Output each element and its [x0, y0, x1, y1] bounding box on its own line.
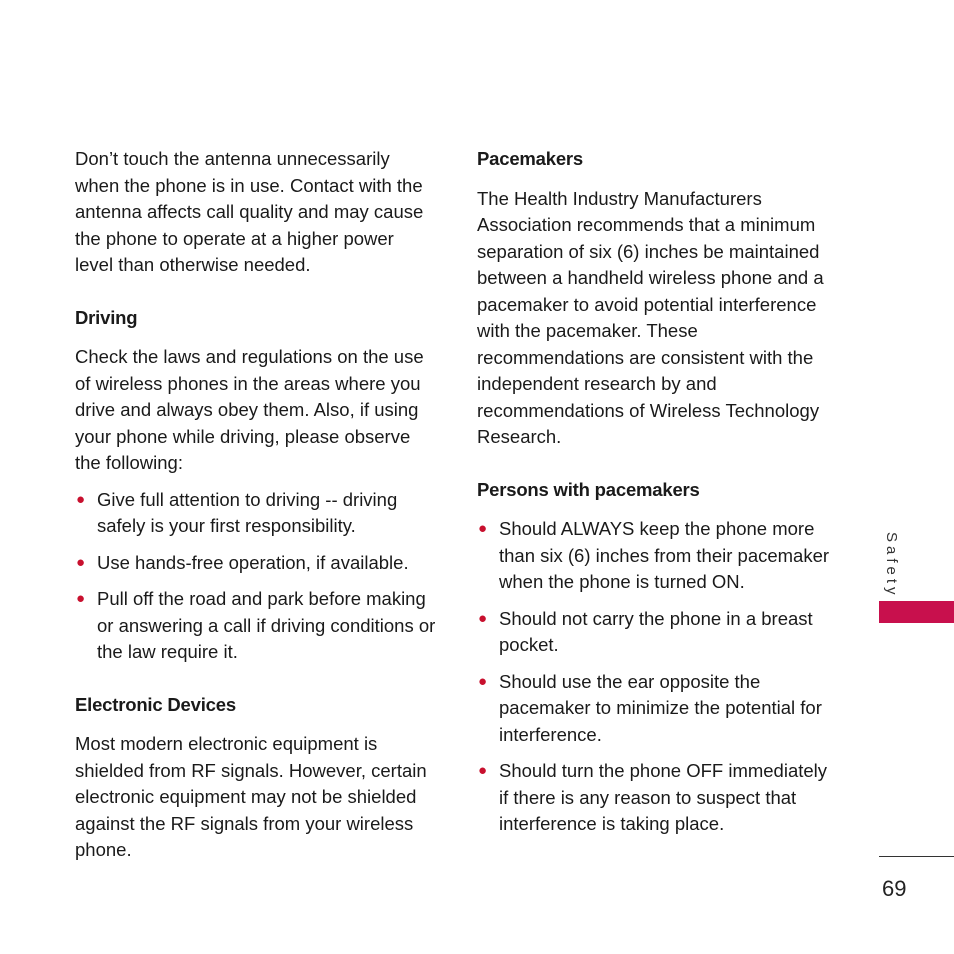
bullet-icon: ●	[76, 553, 86, 571]
left-column	[75, 146, 437, 864]
driving-bullet-list	[75, 487, 437, 666]
bullet-icon: ●	[478, 520, 488, 537]
page-number: 69	[882, 876, 907, 901]
antenna-paragraph: Don’t touch the antenna unnecessarily when the phone is in use. Contact with the antenna affects call quality and may cause the phone to operate at a higher power level than otherwise needed.	[75, 148, 424, 275]
pacemakers-paragraph: The Health Industry Manufacturers Association recommends that a minimum separation of six (6) inches be maintained between a handheld wireless phone and a pacemaker to avoid potential interference with the pacemaker. These recommendations are consistent with the independent research by and recommendations of Wireless Technology Research.	[477, 187, 824, 447]
footer-divider	[879, 856, 954, 857]
bullet-icon: ●	[478, 672, 488, 690]
pacemaker-bullet-list	[477, 516, 839, 838]
electronic-devices-paragraph: Most modern electronic equipment is shielded from RF signals. However, certain electronic equipment may not be shielded against the RF signals from your wireless phone.	[75, 733, 427, 860]
pacemakers-heading: Pacemakers	[477, 148, 584, 169]
bullet-icon: ●	[76, 490, 86, 508]
electronic-devices-heading: Electronic Devices	[75, 693, 236, 715]
list-item: ● Use hands-free operation, if available.	[75, 550, 437, 577]
list-item: ● Give full attention to driving -- driving safely is your first responsibility.	[76, 488, 398, 536]
driving-paragraph: Check the laws and regulations on the use of wireless phones in the areas where you drive and always obey them. Also, if using your phone while driving, please observe the following:	[75, 346, 424, 473]
persons-with-pacemakers-heading: Persons with pacemakers	[477, 478, 700, 500]
section-label: Safety	[883, 532, 900, 599]
driving-heading: Driving	[75, 306, 138, 328]
list-item: ● Should not carry the phone in a breast pocket.	[478, 607, 813, 655]
list-item: ● Should use the ear opposite the pacemaker to minimize the potential for interference.	[478, 670, 822, 745]
list-item: ● Should ALWAYS keep the phone more than six (6) inches from their pacemaker when the phone is turned ON.	[478, 518, 830, 592]
list-item: ● Should turn the phone OFF immediately if there is any reason to suspect that interference is taking place.	[478, 760, 828, 834]
list-item: ● Pull off the road and park before making or answering a call if driving conditions or the law require it.	[76, 588, 436, 662]
bullet-icon: ●	[478, 609, 488, 627]
section-tab-marker	[879, 601, 954, 623]
right-column	[477, 146, 839, 848]
bullet-icon: ●	[478, 762, 488, 779]
bullet-icon: ●	[76, 590, 86, 607]
